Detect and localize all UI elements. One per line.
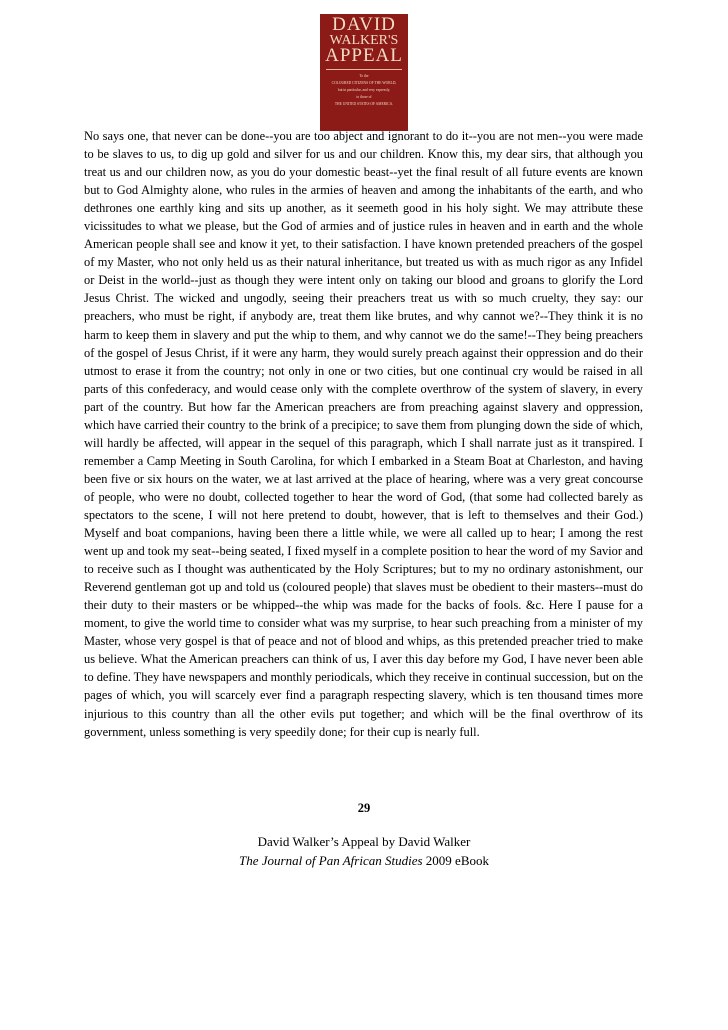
body-paragraph: No says one, that never can be done--you are too abject and ignorant to do it--you are not men--you were made to be slaves to us, to dig up gold and silver for us and our children. Know this, my dear sirs, that although you treat us and our children now, as you do your domestic beast--yet the final result of all future events are known but to God Almighty alone, who rules in the armies of heaven and among the inhabitants of the earth, and who dethrones one earthly king and sits up another, as it seemeth good in his holy sight. We may attribute these vicissitudes to what we please, but the God of armies and of justice rules in heaven and in earth and the whole American people shall see and know it yet, to their satisfaction. I have known pretended preachers of the gospel of my Master, who not only held us as their natural inheritance, but treated us with as much rigor as any Infidel or Deist in the world--just as though they were intent only on taking our blood and groans to glorify the Lord Jesus Christ. The wicked and ungodly, seeing their preachers treat us with so much cruelty, they say: our preachers, who must be right, if anybody are, treat them like brutes, and why cannot we?--They think it is no harm to keep them in slavery and put the whip to them, and why cannot we do the same!--They being preachers of the gospel of Jesus Christ, if it were any harm, they would surely preach against their oppression and do their utmost to erase it from the country; not only in one or two cities, but one continual cry would be raised in all parts of this confederacy, and would cease only with the complete overthrow of the system of slavery, in every part of the country. But how far the American preachers are from preaching against slavery and oppression, which have carried their country to the brink of a precipice; to save them from plunging down the side of which, will hardly be affected, will appear in the sequel of this paragraph, which I shall narrate just as it transpired. I remember a Camp Meeting in South Carolina, for which I embarked in a Steam Boat at Charleston, and having been five or six hours on the water, we at last arrived at the place of hearing, where was a very great concourse of people, who were no doubt, collected together to hear the word of God, (that some had collected barely as spectators to the scene, I will not here pretend to doubt, however, that is left to themselves and their God.) Myself and boat companions, having been there a little while, we were all called up to hear; I among the rest went up and took my seat--being seated, I fixed myself in a complete position to hear the word of my Savior and to receive such as I thought was authenticated by the Holy Scriptures; but to my no ordinary astonishment, our Reverend gentleman got up and told us (coloured people) that slaves must be obedient to their masters--must do their duty to their masters or be whipped--the whip was made for the backs of fools. &c. Here I pause for a moment, to give the world time to consider what was my surprise, to hear such preaching from a minister of my Master, whose very gospel is that of peace and not of blood and whips, as this pretended preacher tried to make us believe. What the American preachers can think of us, I aver this day before my God, I have never been able to define. They have newspapers and monthly periodicals, which they receive in continual succession, but on the pages of which, you will scarcely ever find a paragraph respecting slavery, which is ten thousand times more injurious to this country than all the other evils put together; and which will be the final overthrow of its government, unless something is very speedily done; for their cup is nearly full. <box>84 129 643 739</box>
cover-subtitle-line: but in particular, and very expressly, <box>337 88 391 93</box>
page-footer <box>0 832 728 870</box>
cover-title-line-1: DAVID <box>332 14 396 35</box>
cover-subtitle <box>320 73 408 107</box>
page-number: 29 <box>357 801 371 815</box>
footer-book-title: David Walker’s Appeal by David Walker <box>257 834 471 849</box>
cover-title-line-3: APPEAL <box>325 45 403 67</box>
cover-divider <box>326 69 402 70</box>
footer-publication-line <box>0 851 728 870</box>
cover-title-line-2: WALKER'S <box>329 33 399 49</box>
cover-subtitle-line: COLOURED CITIZENS OF THE WORLD, <box>331 81 397 86</box>
cover-subtitle-line: to those of <box>356 94 372 99</box>
footer-edition: 2009 eBook <box>422 853 489 868</box>
cover-subtitle-line: THE UNITED STATES OF AMERICA. <box>334 101 394 106</box>
cover-subtitle-line: To the <box>359 74 369 79</box>
footer-journal-name: The Journal of Pan African Studies <box>238 853 423 868</box>
book-cover-image <box>320 14 408 131</box>
